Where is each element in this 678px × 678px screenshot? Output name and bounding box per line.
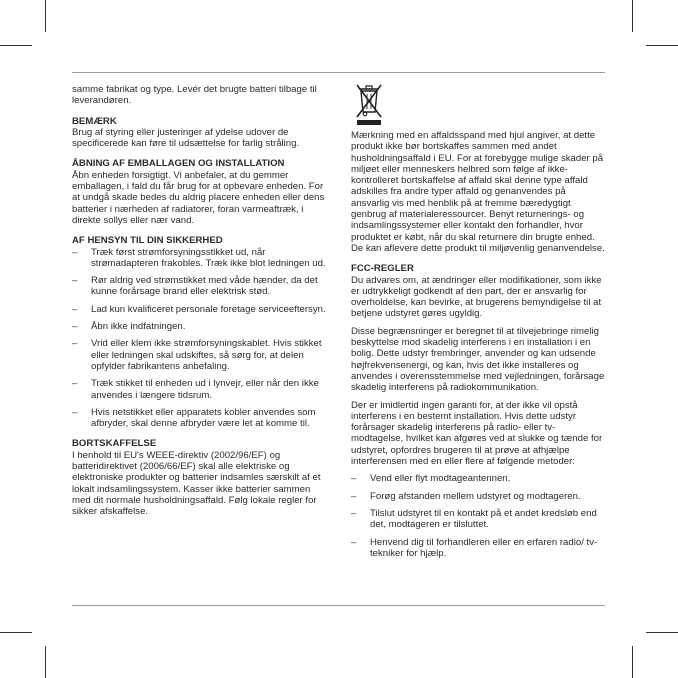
dash: – <box>72 338 78 350</box>
list-item <box>72 407 326 430</box>
list-item <box>351 537 605 560</box>
safety-item-text: Åbn ikke indfatningen. <box>91 321 186 333</box>
fcc-item-text: Vend eller flyt modtageantennen. <box>370 473 511 485</box>
crop-mark-bottom-left-horizontal <box>0 632 32 633</box>
left-column <box>72 84 326 524</box>
fcc-item-text: Forøg afstanden mellem udstyret og modtageren. <box>370 490 581 502</box>
list-item <box>351 473 605 484</box>
dash: – <box>72 303 78 315</box>
crop-mark-top-left-horizontal <box>0 45 32 46</box>
crop-mark-top-left-vertical <box>45 0 46 32</box>
dash: – <box>72 378 78 390</box>
list-item <box>72 304 326 315</box>
dash: – <box>72 321 78 333</box>
list-item <box>72 321 326 332</box>
safety-heading: AF HENSYN TIL DIN SIKKERHED <box>72 235 223 247</box>
dash: – <box>72 406 78 418</box>
packaging-text: Åbn enheden forsigtigt. Vi anbefaler, at du gemmer emballagen, i fald du får brug for at opbevare enheden. For at undgå skade bedes du aldrig placere enheden eller dens batterier i nærheden af radiatorer, foran varmeaftræk, i direkte sollys eller nær vand. <box>72 169 325 226</box>
dash: – <box>351 473 357 485</box>
list-item <box>72 247 326 270</box>
list-item <box>72 338 326 372</box>
intro-text: samme fabrikat og type. Levér det brugte batteri tilbage til leverandøren. <box>72 84 317 107</box>
dash: – <box>351 536 357 548</box>
safety-item-text: Træk først strømforsyningsstikket ud, når strømadapteren frakobles. Træk ikke blot ledningen ud. <box>91 246 326 269</box>
crop-mark-top-right-vertical <box>632 0 633 32</box>
safety-item-text: Lad kun kvalificeret personale foretage serviceeftersyn. <box>91 303 326 315</box>
fcc-item-text: Tilslut udstyret til en kontakt på et andet kredsløb end det, modtageren er tilsluttet. <box>370 507 597 531</box>
note-heading: BEMÆRK <box>72 115 117 127</box>
safety-item-text: Hvis netstikket eller apparatets kobler anvendes som afbryder, skal denne afbryder være let at komme til. <box>91 406 316 430</box>
top-rule <box>72 72 605 73</box>
list-item <box>351 508 605 531</box>
dash: – <box>72 246 78 258</box>
safety-list <box>72 247 326 430</box>
crop-mark-bottom-right-vertical <box>632 646 633 678</box>
fcc-item-text: Henvend dig til forhandleren eller en erfaren radio/ tv-tekniker for hjælp. <box>370 536 598 559</box>
list-item <box>72 275 326 298</box>
dash: – <box>351 490 357 502</box>
disposal-text: I henhold til EU's WEEE-direktiv (2002/96/EF) og batteridirektivet (2006/66/EF) skal alle elektriske og elektroniske produkter og batterier indsamles særskilt af et lokalt indsamlingssystem. Kasser ikke batterier sammen med dit normale husholdningsaffald. Følg lokale regler for sikker afskaffelse. <box>72 449 321 518</box>
right-column <box>351 130 605 565</box>
fcc-list <box>351 473 605 559</box>
list-item <box>72 378 326 401</box>
bottom-rule <box>72 605 605 606</box>
fcc-paragraph-3: Der er imidlertid ingen garanti for, at der ikke vil opstå interferens i en bestemt installation. Hvis dette udstyr forårsager skadelig interferens på radio- eller tv-modtagelse, hvilket kan afgøres ved at slukke og tænde for udstyret, opfordres brugeren til at prøve at afhjælpe interferensen med en eller flere af følgende metoder: <box>351 399 603 468</box>
safety-item-text: Vrid eller klem ikke strømforsyningskablet. Hvis stikket eller ledningen skal udskiftes, så sørg for, at delen opfylder fabrikantens anbefaling. <box>91 338 322 372</box>
fcc-paragraph-1: Du advares om, at ændringer eller modifikationer, som ikke er udtrykkeligt godkendt af den part, der er ansvarlig for overholdelse, kan bevirke, at brugerens bemyndigelse til at betjene udstyret gøres ugyldig. <box>351 274 602 320</box>
note-text: Brug af styring eller justeringer af ydelse udover de specificerede kan føre til udsættelse for farlig stråling. <box>72 126 300 150</box>
fcc-paragraph-2: Disse begrænsninger er beregnet til at tilvejebringe rimelig beskyttelse mod skadelig interferens i en installation i en bolig. Dette udstyr frembringer, anvender og kan udsende højfrekvensenergi, og kan, hvis det ikke installeres og anvendes i overensstemmelse med vejledningen, forårsage skadelig interferens på radiokommunikation. <box>351 325 605 394</box>
disposal-heading: BORTSKAFFELSE <box>72 438 157 450</box>
list-item <box>351 491 605 502</box>
dash: – <box>72 275 78 287</box>
fcc-heading: FCC-REGLER <box>351 263 414 275</box>
packaging-heading: ÅBNING AF EMBALLAGEN OG INSTALLATION <box>72 158 285 170</box>
crop-mark-bottom-left-vertical <box>45 646 46 678</box>
crossed-out-wheelie-bin-icon <box>353 82 385 126</box>
safety-item-text: Rør aldrig ved strømstikket med våde hænder, da det kunne forårsage brand eller elektrisk stød. <box>91 275 318 298</box>
weee-text: Mærkning med en affaldsspand med hjul angiver, at dette produkt ikke bør bortskaffes sammen med andet husholdningsaffald i EU. For at forebygge mulige skader på miljøet eller menneskers helbred som følge af ikke-kontrolleret bortskaffelse af affald skal denne type affald adskilles fra andre typer affald og genanvendes på ansvarlig vis med henblik på at fremme bæredygtigt genbrug af materialeressourcer. Benyt returnerings- og indsamlingssystemer eller kontakt den forhandler, hvor produktet er købt, når du skal returnere din brugte enhed. De kan aflevere dette produkt til miljøvenlig genanvendelse. <box>351 130 605 254</box>
safety-item-text: Træk stikket til enheden ud i lynvejr, eller når den ikke anvendes i længere tidsrum. <box>91 378 319 401</box>
dash: – <box>351 507 357 519</box>
crop-mark-bottom-right-horizontal <box>646 632 678 633</box>
crop-mark-top-right-horizontal <box>646 45 678 46</box>
